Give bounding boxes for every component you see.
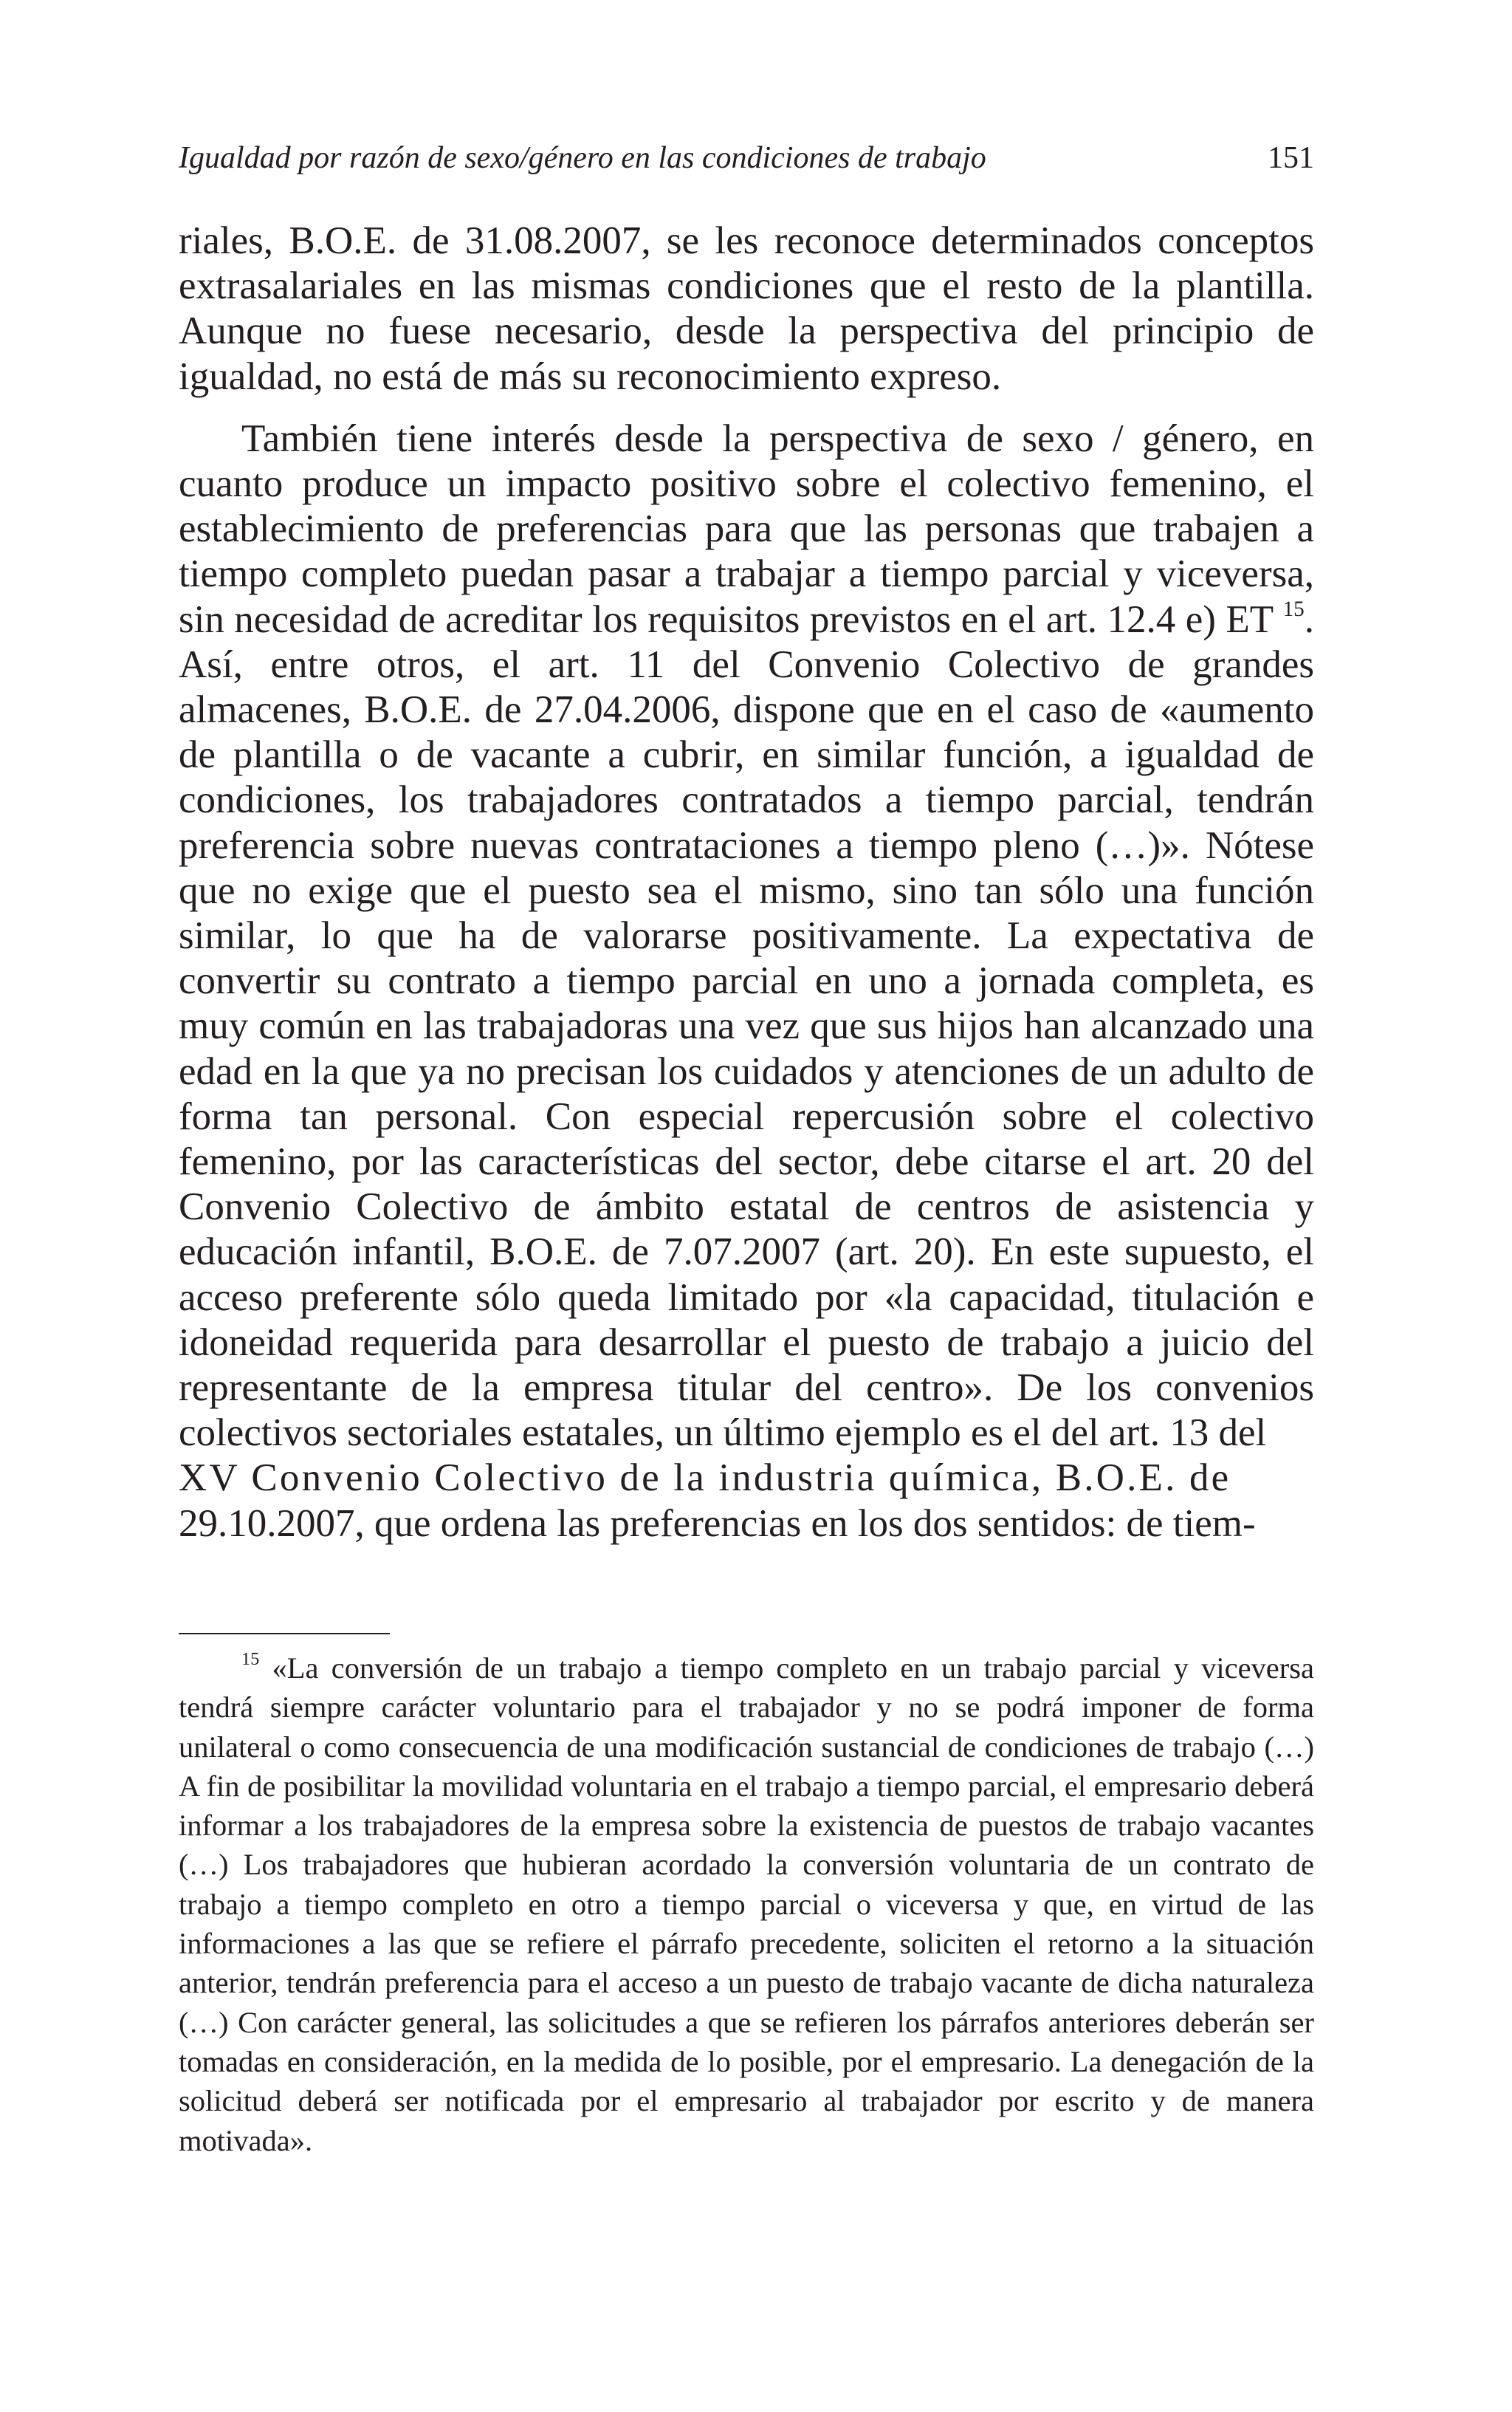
running-title: Igualdad por razón de sexo/género en las condiciones de trabajo [179,141,986,175]
footnote-reference[interactable]: 15 [1282,597,1305,621]
paragraph-text: . Así, entre otros, el art. 11 del Convenio Colectivo de grandes almacenes, B.O.E. de 27.04.2006, dispone que en el caso de «aumento de plantilla o de vacante a cubrir, en similar función, a igualdad de condiciones, los trabajadores contratados a tiempo parcial, tendrán preferencia sobre nuevas contrataciones a tiempo pleno (…)». Nótese que no exige que el puesto sea el mismo, sino tan sólo una función similar, lo que ha de valorarse positivamente. La expectativa de convertir su contrato a tiempo parcial en uno a jornada completa, es muy común en las trabajadoras una vez que sus hijos han alcanzado una edad en la que ya no precisan los cuidados y atenciones de un adulto de forma tan personal. Con especial repercusión sobre el colectivo femenino, por las características del sector, debe citarse el art. 20 del Convenio Colectivo de ámbito estatal de centros de asistencia y educación infantil, B.O.E. de 7.07.2007 (art. 20). En este supuesto, el acceso preferente sólo queda limitado por «la capacidad, titulación e idoneidad requerida para desarrollar el puesto de trabajo a juicio del representante de la empresa titular del centro». De los convenios colectivos sectoriales estatales, un último ejemplo es el del art. 13 del [179,597,1314,1455]
running-head [179,136,1314,180]
footnote-separator [179,1633,390,1634]
footnote-number: 15 [241,1648,260,1669]
page-number: 151 [1268,141,1314,175]
book-page [179,0,1314,2412]
paragraph-continued: riales, B.O.E. de 31.08.2007, se les reconoce determinados conceptos extrasalariales en las mismas condiciones que el resto de la plantilla. Aunque no fuese necesario, desde la perspectiva del principio de igualdad, no está de más su reconocimiento expreso. [179,219,1314,398]
paragraph-last-line: 29.10.2007, que ordena las preferencias en los dos sentidos: de tiem- [179,1501,1256,1545]
footnote [179,1648,1314,2160]
footnote-text: «La conversión de un trabajo a tiempo completo en un trabajo parcial y viceversa tendrá siempre carácter voluntario para el trabajador y no se podrá imponer de forma unilateral o como consecuencia de una modificación sustancial de condiciones de trabajo (…) A fin de posibilitar la movilidad voluntaria en el trabajo a tiempo parcial, el empresario deberá informar a los trabajadores de la empresa sobre la existencia de puestos de trabajo vacantes (…) Los trabajadores que hubieran acordado la conversión voluntaria de un contrato de trabajo a tiempo completo en otro a tiempo parcial o viceversa y que, en virtud de las informaciones a las que se refiere el párrafo precedente, soliciten el retorno a la situación anterior, tendrán preferencia para el acceso a un puesto de trabajo vacante de dicha naturaleza (…) Con carácter general, las solicitudes a que se refieren los párrafos anteriores deberán ser tomadas en consideración, en la medida de lo posible, por el empresario. La denegación de la solicitud deberá ser notificada por el empresario al trabajador por escrito y de manera motivada». [179,1651,1314,2157]
body-text [179,219,1314,1546]
paragraph-text: También tiene interés desde la perspectiva de sexo / género, en cuanto produce un impacto positivo sobre el colectivo femenino, el establecimiento de preferencias para que las personas que trabajen a tiempo completo puedan pasar a trabajar a tiempo parcial y viceversa, sin necesidad de acreditar los requisitos previstos en el art. 12.4 e) ET [179,417,1314,641]
paragraph-line: XV Convenio Colectivo de la industria química, B.O.E. de [179,1456,1231,1500]
paragraph-preferences [179,417,1314,1456]
